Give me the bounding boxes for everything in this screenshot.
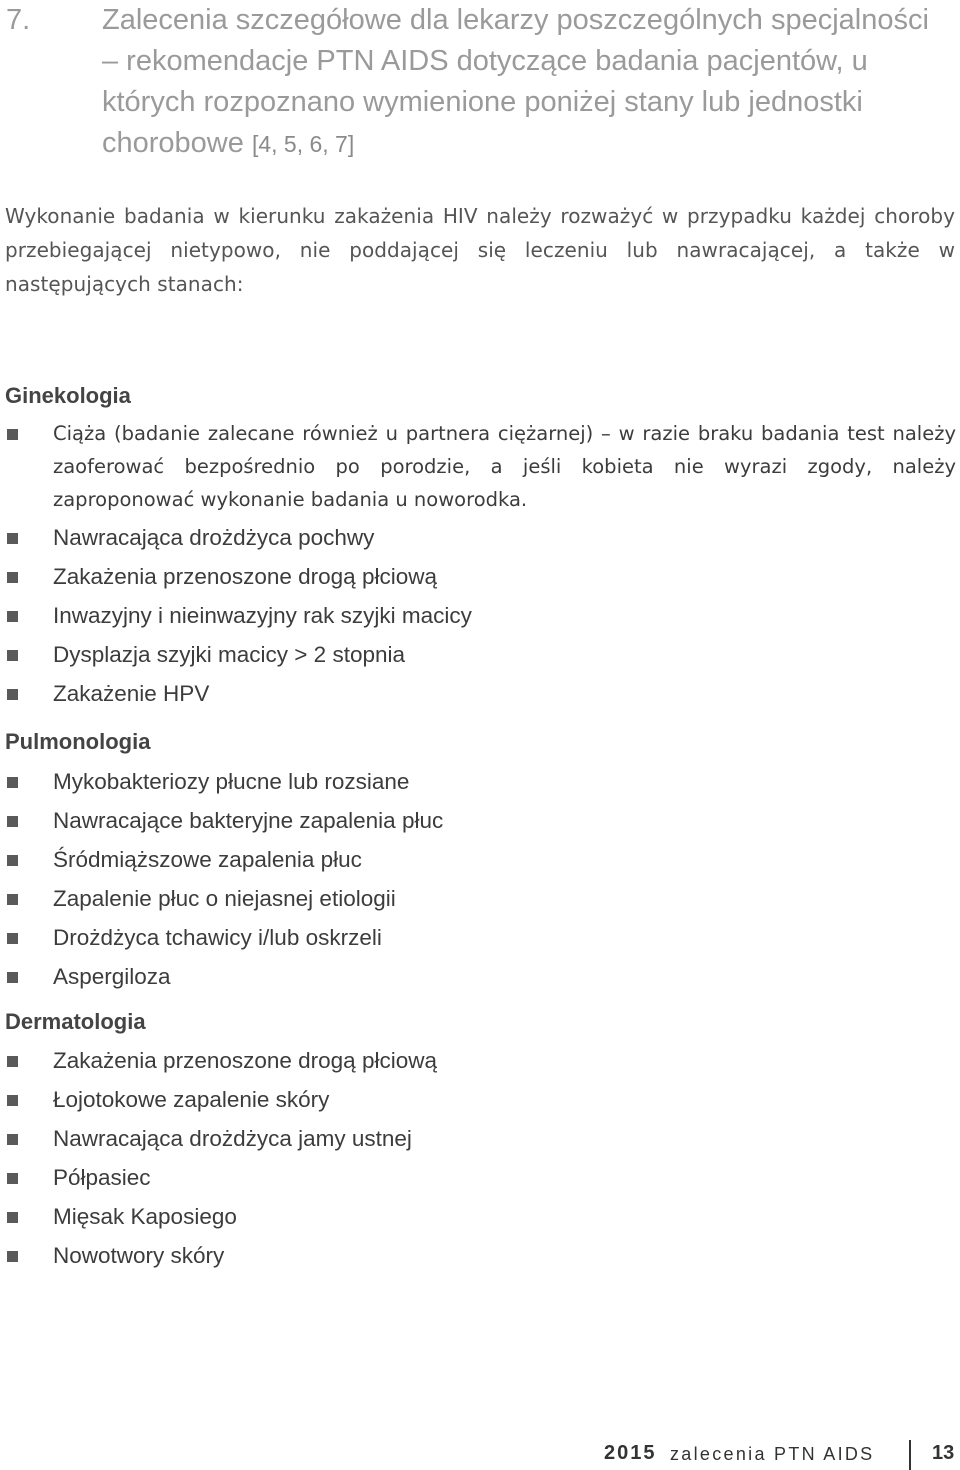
list-item (0, 957, 960, 996)
list-item (0, 1041, 960, 1080)
list-item-text: Zapalenie płuc o niejasnej etiologii (53, 886, 396, 911)
list-item-text: Śródmiąższowe zapalenia płuc (53, 847, 362, 872)
list-item-text: Aspergiloza (53, 964, 171, 989)
list-dermatologia (0, 1041, 960, 1275)
list-item (0, 879, 960, 918)
square-bullet-icon (7, 572, 18, 583)
section-title-pulmonologia: Pulmonologia (5, 729, 151, 754)
section-title-dermatologia: Dermatologia (5, 1009, 146, 1034)
square-bullet-icon (7, 894, 18, 905)
square-bullet-icon (7, 689, 18, 700)
list-item-text: Łojotokowe zapalenie skóry (53, 1087, 330, 1112)
footer-divider (909, 1440, 911, 1470)
page-number: 13 (932, 1442, 955, 1464)
list-pulmonologia (0, 762, 960, 996)
square-bullet-icon (7, 816, 18, 827)
square-bullet-icon (7, 855, 18, 866)
square-bullet-icon (7, 1212, 18, 1223)
list-item-text: Mięsak Kaposiego (53, 1204, 237, 1229)
list-item (0, 801, 960, 840)
square-bullet-icon (7, 650, 18, 661)
square-bullet-icon (7, 1134, 18, 1145)
list-item (0, 674, 960, 713)
square-bullet-icon (7, 1173, 18, 1184)
list-item (0, 1080, 960, 1119)
list-item-text: Inwazyjny i nieinwazyjny rak szyjki macicy (53, 603, 472, 628)
list-item-text: Zakażenia przenoszone drogą płciową (53, 1048, 437, 1073)
square-bullet-icon (7, 933, 18, 944)
list-item (0, 635, 960, 674)
list-item (0, 596, 960, 635)
list-item (0, 518, 960, 557)
list-item (0, 557, 960, 596)
intro-paragraph: Wykonanie badania w kierunku zakażenia HIV należy rozważyć w przypadku każdej choroby przebiegającej nietypowo, nie poddającej się leczeniu lub nawracającej, a także w następujących stanach: (5, 204, 955, 296)
list-item-text: Zakażenie HPV (53, 681, 210, 706)
heading-title (102, 0, 952, 165)
list-item-text: Nawracająca drożdżyca jamy ustnej (53, 1126, 412, 1151)
heading-title-text: Zalecenia szczegółowe dla lekarzy poszczególnych specjalności – rekomendacje PTN AIDS dotyczące badania pacjentów, u których rozpoznano wymienione poniżej stany lub jednostki chorobowe (102, 4, 929, 159)
list-item-text: Nawracająca drożdżyca pochwy (53, 525, 375, 550)
list-item (0, 840, 960, 879)
list-item (0, 762, 960, 801)
list-item (0, 1236, 960, 1275)
footer-year: 2015 (604, 1442, 657, 1464)
list-item-text: Mykobakteriozy płucne lub rozsiane (53, 769, 410, 794)
square-bullet-icon (7, 1251, 18, 1262)
list-item-text: Półpasiec (53, 1165, 151, 1190)
list-item-text: Dysplazja szyjki macicy > 2 stopnia (53, 642, 406, 667)
footer-publication: zalecenia PTN AIDS (670, 1444, 875, 1464)
page-footer (604, 1440, 960, 1470)
list-item-text: Nowotwory skóry (53, 1243, 225, 1268)
square-bullet-icon (7, 1095, 18, 1106)
list-item-text: Drożdżyca tchawicy i/lub oskrzeli (53, 925, 382, 950)
list-item-text: Nawracające bakteryjne zapalenia płuc (53, 808, 444, 833)
square-bullet-icon (7, 1056, 18, 1067)
list-ginekologia (0, 417, 960, 713)
heading-number: 7. (6, 4, 31, 36)
section-title-ginekologia: Ginekologia (5, 383, 131, 408)
heading-references: [4, 5, 6, 7] (251, 131, 355, 157)
square-bullet-icon (7, 777, 18, 788)
square-bullet-icon (7, 972, 18, 983)
list-item (0, 918, 960, 957)
list-item-text: Zakażenia przenoszone drogą płciową (53, 564, 437, 589)
square-bullet-icon (7, 429, 18, 440)
list-item (0, 1197, 960, 1236)
list-item (0, 1158, 960, 1197)
list-item-text: Ciąża (badanie zalecane również u partnera ciężarnej) – w razie braku badania test należy zaoferować bezpośrednio po porodzie, a jeśli kobieta nie wyrazi zgody, należy zaproponować wykonanie badania u noworodka. (53, 422, 956, 511)
square-bullet-icon (7, 533, 18, 544)
square-bullet-icon (7, 611, 18, 622)
list-item (0, 1119, 960, 1158)
list-item (0, 417, 960, 518)
